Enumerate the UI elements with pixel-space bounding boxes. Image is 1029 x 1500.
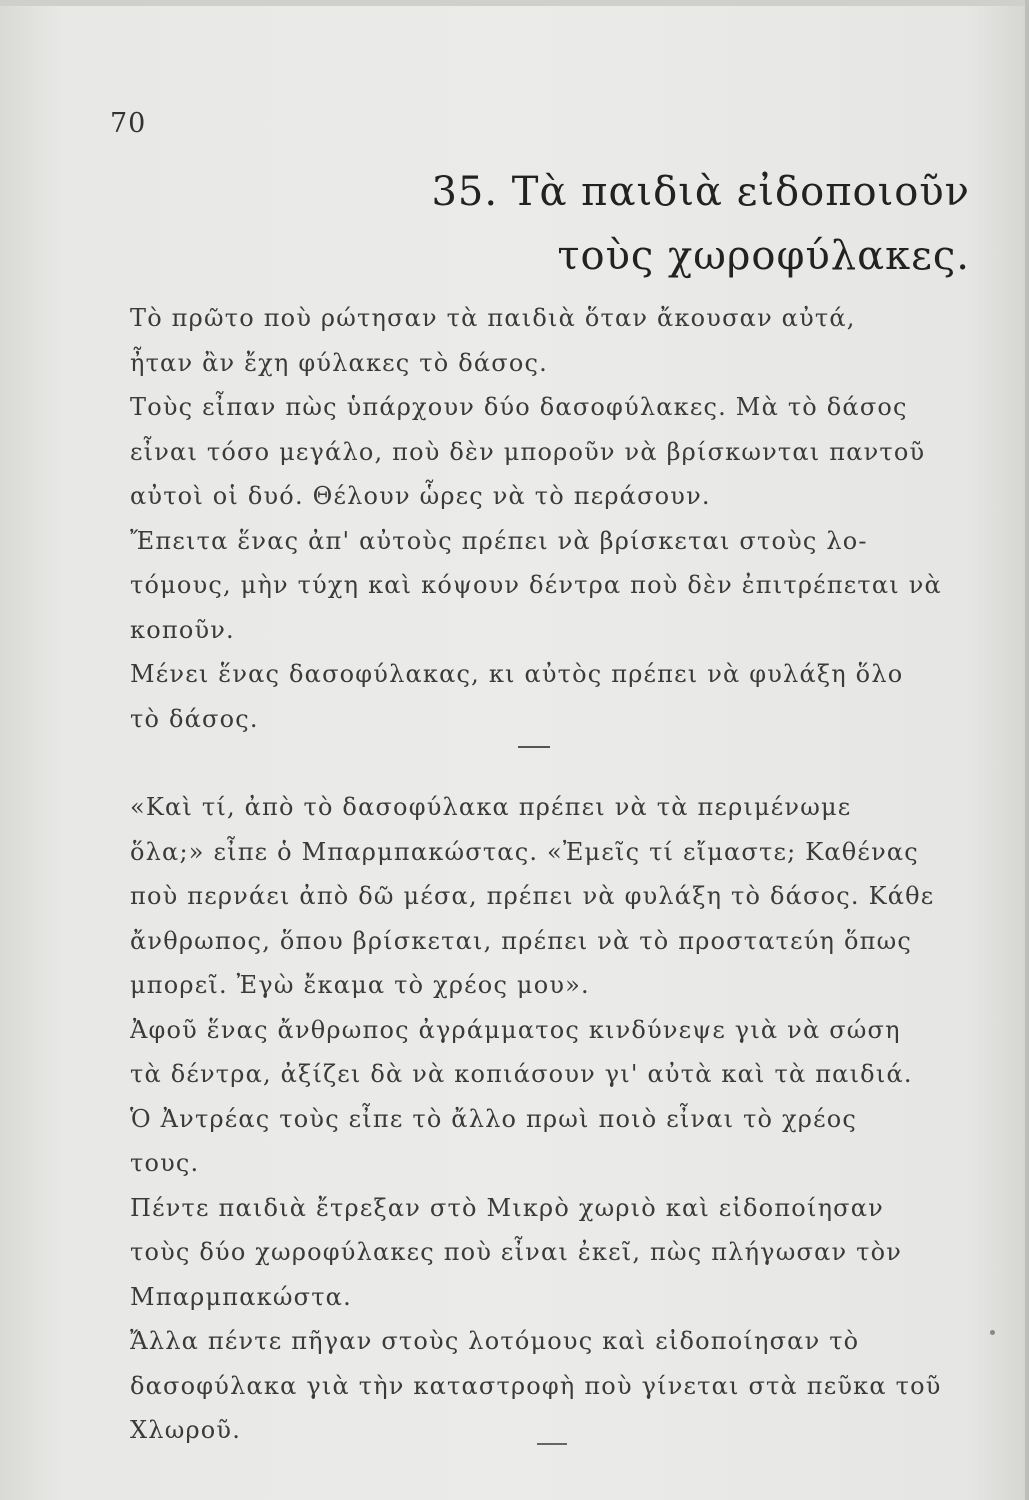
page-top-edge: [0, 0, 1029, 6]
text-line: τόμους, μὴν τύχη καὶ κόψουν δέντρα ποὺ δὲν ἐπιτρέπεται νὰ: [130, 571, 942, 599]
text-line: εἶναι τόσο μεγάλο, ποὺ δὲν μποροῦν νὰ βρίσκωνται παντοῦ: [130, 437, 926, 466]
page-number: 70: [110, 108, 147, 139]
text-line: Πέντε παιδιὰ ἔτρεξαν στὸ Μικρὸ χωριὸ καὶ εἰδοποίησαν: [130, 1193, 884, 1222]
text-line: Τοὺς εἶπαν πὼς ὑπάρχουν δύο δασοφύλακες. Μὰ τὸ δάσος: [130, 393, 908, 421]
text-line: ποὺ περνάει ἀπὸ δῶ μέσα, πρέπει νὰ φυλάξη τὸ δάσος. Κάθε: [130, 882, 935, 910]
text-line: ἦταν ἂν ἔχη φύλακες τὸ δάσος.: [130, 348, 548, 377]
text-line: Μένει ἕνας δασοφύλακας, κι αὐτὸς πρέπει νὰ φυλάξη ὅλο: [130, 660, 904, 688]
text-line: Χλωροῦ.: [130, 1416, 242, 1444]
text-line: Ἀφοῦ ἕνας ἄνθρωπος ἀγράμματος κινδύνεψε γιὰ νὰ σώση: [130, 1015, 901, 1044]
text-line: ἄνθρωπος, ὅπου βρίσκεται, πρέπει νὰ τὸ προστατεύη ὅπως: [130, 926, 912, 955]
text-line: ὅλα;» εἶπε ὁ Μπαρμπακώστας. «Ἐμεῖς τί εἴμαστε; Καθένας: [130, 837, 919, 866]
text-line: Ὁ Ἀντρέας τοὺς εἶπε τὸ ἄλλο πρωὶ ποιὸ εἶναι τὸ χρέος: [130, 1104, 858, 1133]
chapter-title-line-2: τοὺς χωροφύλακες.: [557, 233, 970, 279]
text-line: μπορεῖ. Ἐγὼ ἔκαμα τὸ χρέος μου».: [130, 971, 590, 999]
chapter-title: [380, 160, 970, 288]
section-2: [130, 785, 965, 1453]
text-line: Ἄλλα πέντε πῆγαν στοὺς λοτόμους καὶ εἰδοποίησαν τὸ: [130, 1327, 860, 1355]
text-line: Μπαρμπακώστα.: [130, 1282, 352, 1311]
text-line: τὰ δέντρα, ἀξίζει δὰ νὰ κοπιάσουν γι' αὐτὰ καὶ τὰ παιδιά.: [130, 1060, 913, 1088]
text-line: «Καὶ τί, ἀπὸ τὸ δασοφύλακα πρέπει νὰ τὰ περιμένωμε: [130, 793, 852, 821]
text-line: τὸ δάσος.: [130, 704, 259, 733]
text-line: δασοφύλακα γιὰ τὴν καταστροφὴ ποὺ γίνεται στὰ πεῦκα τοῦ: [130, 1371, 942, 1400]
text-line: τους.: [130, 1149, 200, 1177]
text-line: αὐτοὶ οἱ δυό. Θέλουν ὧρες νὰ τὸ περάσουν.: [130, 482, 711, 510]
page-right-edge: [1025, 0, 1029, 1500]
end-dash: [537, 1443, 567, 1445]
paper-speck: [990, 1330, 995, 1335]
text-line: κοποῦν.: [130, 615, 235, 644]
text-line: Τὸ πρῶτο ποὺ ρώτησαν τὰ παιδιὰ ὅταν ἄκουσαν αὐτά,: [130, 304, 856, 332]
chapter-title-line-1: 35. Τὰ παιδιὰ εἰδοποιοῦν: [431, 169, 970, 215]
text-line: τοὺς δύο χωροφύλακες ποὺ εἶναι ἐκεῖ, πὼς πλήγωσαν τὸν: [130, 1238, 903, 1266]
section-separator: [518, 746, 550, 748]
text-line: Ἔπειτα ἕνας ἀπ' αὐτοὺς πρέπει νὰ βρίσκεται στοὺς λο-: [130, 526, 868, 555]
section-1: [130, 296, 965, 741]
body-text: [130, 296, 965, 1453]
